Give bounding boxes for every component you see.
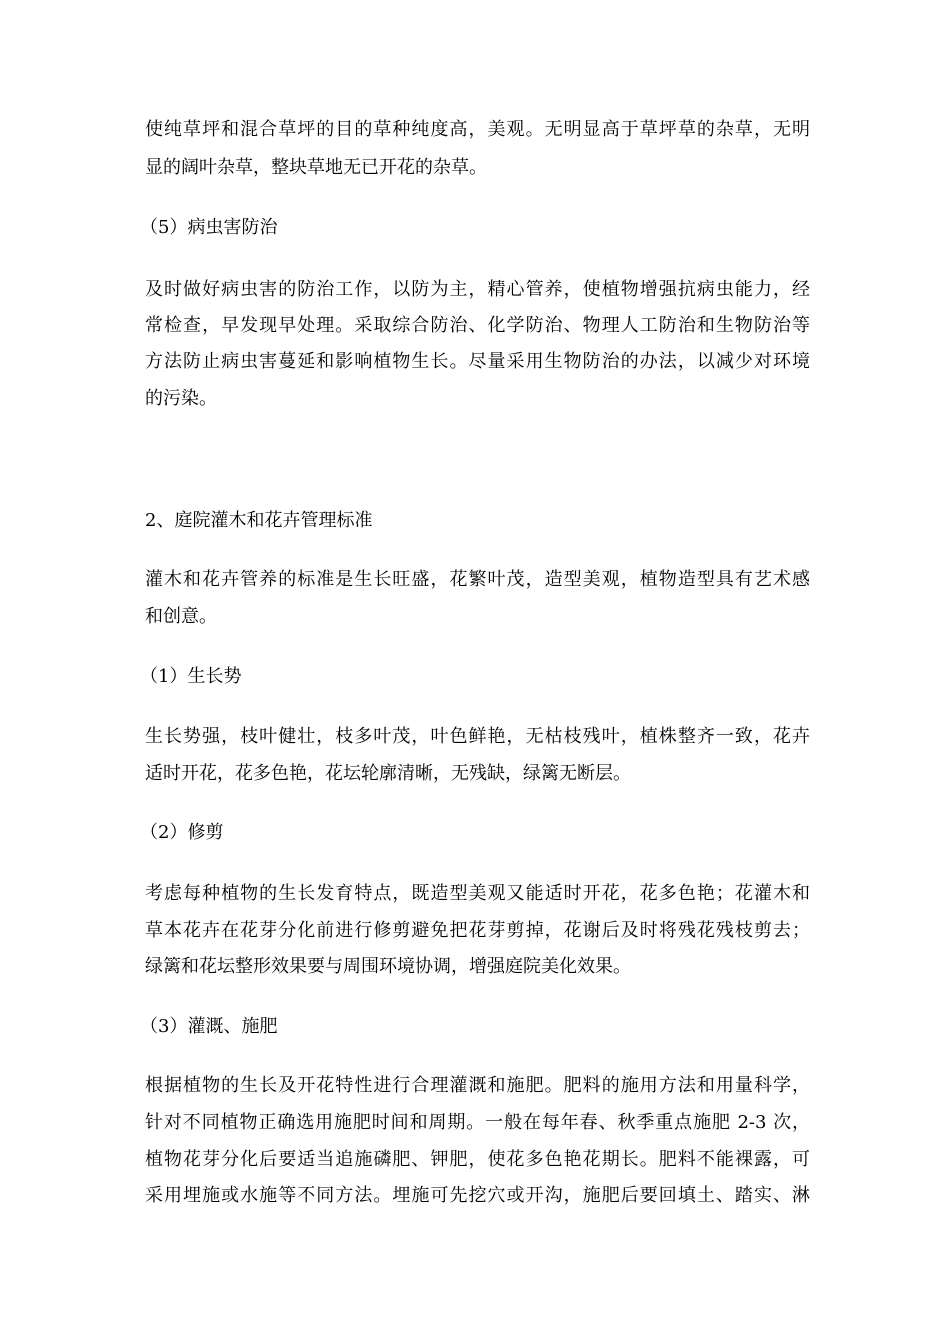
- paragraph-line: 采用埋施或水施等不同方法。埋施可先挖穴或开沟，施肥后要回填土、踏实、淋: [145, 1185, 810, 1206]
- paragraph-line: 及时做好病虫害的防治工作，以防为主，精心管养，使植物增强抗病虫能力，经: [145, 279, 810, 300]
- paragraph-line: 显的阔叶杂草，整块草地无已开花的杂草。: [145, 157, 487, 178]
- paragraph-line: 植物花芽分化后要适当追施磷肥、钾肥，使花多色艳花期长。肥料不能裸露，可: [145, 1149, 810, 1170]
- paragraph-line: 灌木和花卉管养的标准是生长旺盛，花繁叶茂，造型美观，植物造型具有艺术感: [145, 569, 810, 590]
- paragraph-line: 根据植物的生长及开花特性进行合理灌溉和施肥。肥料的施用方法和用量科学，: [145, 1075, 810, 1096]
- paragraph-line: 方法防止病虫害蔓延和影响植物生长。尽量采用生物防治的办法，以减少对环境: [145, 351, 810, 372]
- paragraph-line: 的污染。: [145, 388, 217, 409]
- paragraph-line: 常检查，早发现早处理。采取综合防治、化学防治、物理人工防治和生物防治等: [145, 315, 810, 336]
- paragraph-line: 考虑每种植物的生长发育特点，既造型美观又能适时开花，花多色艳；花灌木和: [145, 883, 810, 904]
- paragraph-line: 草本花卉在花芽分化前进行修剪避免把花芽剪掉，花谢后及时将残花残枝剪去；: [145, 920, 810, 941]
- section-heading-shrubs-flowers: 2、庭院灌木和花卉管理标准: [145, 510, 373, 531]
- paragraph-line: 绿篱和花坛整形效果要与周围环境协调，增强庭院美化效果。: [145, 956, 631, 977]
- subheading-pruning: （2）修剪: [140, 822, 224, 843]
- subheading-growth-vigor: （1）生长势: [140, 666, 242, 687]
- paragraph-line: 和创意。: [145, 606, 217, 627]
- subheading-pest-control: （5）病虫害防治: [140, 217, 278, 238]
- paragraph-line: 生长势强，枝叶健壮，枝多叶茂，叶色鲜艳，无枯枝残叶，植株整齐一致，花卉: [145, 726, 810, 747]
- paragraph-line: 适时开花，花多色艳，花坛轮廓清晰，无残缺，绿篱无断层。: [145, 763, 631, 784]
- paragraph-line: 使纯草坪和混合草坪的目的草种纯度高，美观。无明显高于草坪草的杂草，无明: [145, 119, 810, 140]
- subheading-irrigation-fertilization: （3）灌溉、施肥: [140, 1016, 278, 1037]
- paragraph-line: 针对不同植物正确选用施肥时间和周期。一般在每年春、秋季重点施肥 2-3 次，: [145, 1112, 810, 1133]
